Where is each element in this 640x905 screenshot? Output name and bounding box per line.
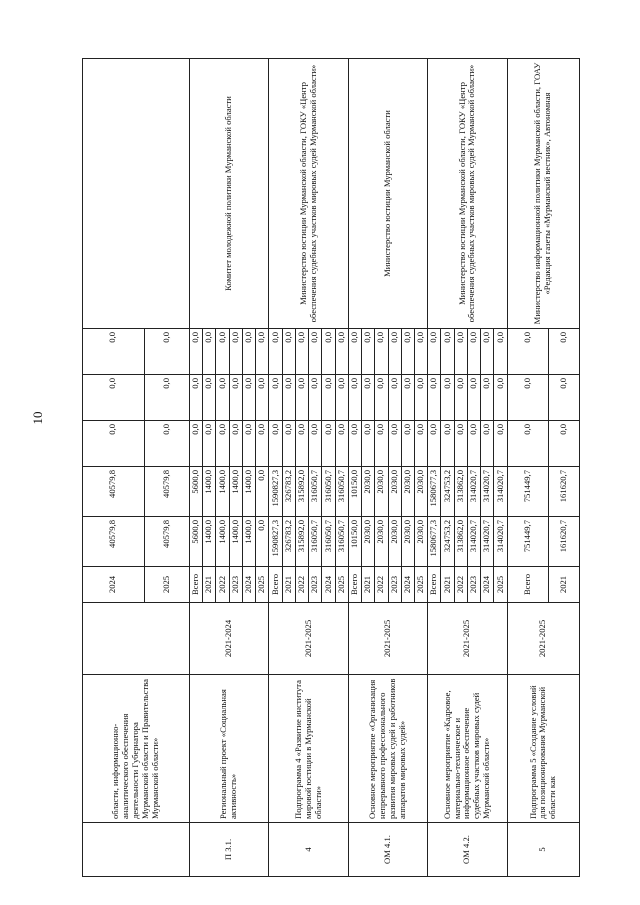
year-cell: 2024 xyxy=(83,567,145,603)
total-cell: 314020,7 xyxy=(481,517,494,567)
row-id-cell: ОМ 4.1. xyxy=(348,823,427,877)
federal-budget-cell: 0,0 xyxy=(388,421,401,467)
year-cell: 2021 xyxy=(441,567,454,603)
year-cell: 2022 xyxy=(216,567,229,603)
year-cell: Всего xyxy=(190,567,203,603)
local-budget-cell: 0,0 xyxy=(428,375,441,421)
total-cell: 2030,0 xyxy=(375,517,388,567)
total-cell: 2030,0 xyxy=(388,517,401,567)
year-cell: 2021 xyxy=(548,567,579,603)
regional-budget-cell: 316050,7 xyxy=(335,467,348,517)
total-cell: 326783,2 xyxy=(282,517,295,567)
regional-budget-cell: 313862,0 xyxy=(454,467,467,517)
other-sources-cell: 0,0 xyxy=(454,329,467,375)
regional-budget-cell: 751449,7 xyxy=(507,467,548,517)
local-budget-cell: 0,0 xyxy=(216,375,229,421)
total-cell: 316050,7 xyxy=(335,517,348,567)
year-cell: 2022 xyxy=(375,567,388,603)
other-sources-cell: 0,0 xyxy=(494,329,507,375)
year-cell: 2023 xyxy=(229,567,242,603)
row-id-cell xyxy=(83,823,190,877)
regional-budget-cell: 161620,7 xyxy=(548,467,579,517)
executor-cell: Министерство юстиции Мурманской области, ГОКУ «Центр обеспечения судебных участков мировых судей Мурманской области» xyxy=(428,59,507,329)
other-sources-cell: 0,0 xyxy=(242,329,255,375)
local-budget-cell: 0,0 xyxy=(348,375,361,421)
total-cell: 1400,0 xyxy=(229,517,242,567)
year-cell: 2021 xyxy=(362,567,375,603)
year-cell: 2022 xyxy=(454,567,467,603)
year-cell: Всего xyxy=(507,567,548,603)
other-sources-cell: 0,0 xyxy=(388,329,401,375)
year-cell: 2023 xyxy=(388,567,401,603)
executor-cell xyxy=(83,59,190,329)
regional-budget-cell: 316050,7 xyxy=(322,467,335,517)
federal-budget-cell: 0,0 xyxy=(548,421,579,467)
federal-budget-cell: 0,0 xyxy=(282,421,295,467)
total-cell: 2030,0 xyxy=(401,517,414,567)
regional-budget-cell: 324753,2 xyxy=(441,467,454,517)
other-sources-cell: 0,0 xyxy=(362,329,375,375)
other-sources-cell: 0,0 xyxy=(414,329,427,375)
regional-budget-cell: 314020,7 xyxy=(481,467,494,517)
regional-budget-cell: 326783,2 xyxy=(282,467,295,517)
regional-budget-cell: 316050,7 xyxy=(309,467,322,517)
local-budget-cell: 0,0 xyxy=(269,375,282,421)
federal-budget-cell: 0,0 xyxy=(229,421,242,467)
year-cell: 2024 xyxy=(481,567,494,603)
row-period-cell: 2021-2025 xyxy=(348,603,427,675)
local-budget-cell: 0,0 xyxy=(203,375,216,421)
table-body xyxy=(83,59,580,877)
local-budget-cell: 0,0 xyxy=(362,375,375,421)
local-budget-cell: 0,0 xyxy=(388,375,401,421)
table-row xyxy=(83,59,145,877)
row-period-cell xyxy=(83,603,190,675)
federal-budget-cell: 0,0 xyxy=(441,421,454,467)
regional-budget-cell: 40579,8 xyxy=(83,467,145,517)
total-cell: 1400,0 xyxy=(203,517,216,567)
other-sources-cell: 0,0 xyxy=(375,329,388,375)
row-id-cell: 4 xyxy=(269,823,348,877)
regional-budget-cell: 315892,0 xyxy=(295,467,308,517)
federal-budget-cell: 0,0 xyxy=(467,421,480,467)
total-cell: 5600,0 xyxy=(190,517,203,567)
other-sources-cell: 0,0 xyxy=(269,329,282,375)
executor-cell: Министерство юстиции Мурманской области xyxy=(348,59,427,329)
regional-budget-cell: 1590827,3 xyxy=(269,467,282,517)
regional-budget-cell: 0,0 xyxy=(256,467,269,517)
row-period-cell: 2021-2025 xyxy=(507,603,579,675)
total-cell: 2030,0 xyxy=(362,517,375,567)
regional-budget-cell: 314020,7 xyxy=(467,467,480,517)
executor-cell: Министерство информационной политики Мурманской области, ГОАУ «Редакция газеты «Мурманский вестник», Автономная xyxy=(507,59,579,329)
federal-budget-cell: 0,0 xyxy=(83,421,145,467)
local-budget-cell: 0,0 xyxy=(481,375,494,421)
federal-budget-cell: 0,0 xyxy=(269,421,282,467)
local-budget-cell: 0,0 xyxy=(494,375,507,421)
row-name-cell: области, информационно-аналитического обеспечения деятельности Губернатора Мурманской области и Правительства Мурманской области» xyxy=(83,675,190,823)
year-cell: 2021 xyxy=(282,567,295,603)
row-period-cell: 2021-2025 xyxy=(269,603,348,675)
other-sources-cell: 0,0 xyxy=(282,329,295,375)
row-name-cell: Региональный проект «Социальная активность» xyxy=(190,675,269,823)
regional-budget-cell: 2030,0 xyxy=(401,467,414,517)
federal-budget-cell: 0,0 xyxy=(256,421,269,467)
federal-budget-cell: 0,0 xyxy=(295,421,308,467)
regional-budget-cell: 314020,7 xyxy=(494,467,507,517)
total-cell: 40579,8 xyxy=(83,517,145,567)
total-cell: 324753,2 xyxy=(441,517,454,567)
federal-budget-cell: 0,0 xyxy=(322,421,335,467)
federal-budget-cell: 0,0 xyxy=(190,421,203,467)
regional-budget-cell: 1400,0 xyxy=(229,467,242,517)
regional-budget-cell: 1400,0 xyxy=(216,467,229,517)
other-sources-cell: 0,0 xyxy=(348,329,361,375)
total-cell: 316050,7 xyxy=(322,517,335,567)
year-cell: 2024 xyxy=(322,567,335,603)
federal-budget-cell: 0,0 xyxy=(216,421,229,467)
total-cell: 313862,0 xyxy=(454,517,467,567)
federal-budget-cell: 0,0 xyxy=(362,421,375,467)
local-budget-cell: 0,0 xyxy=(335,375,348,421)
other-sources-cell: 0,0 xyxy=(295,329,308,375)
federal-budget-cell: 0,0 xyxy=(144,421,189,467)
total-cell: 161620,7 xyxy=(548,517,579,567)
local-budget-cell: 0,0 xyxy=(441,375,454,421)
local-budget-cell: 0,0 xyxy=(375,375,388,421)
row-name-cell: Подпрограмма 4 «Развитие института мировой юстиции в Мурманской области» xyxy=(269,675,348,823)
total-cell: 1580677,3 xyxy=(428,517,441,567)
row-name-cell: Подпрограмма 5 «Создание условий для позиционирования Мурманской области как xyxy=(507,675,579,823)
other-sources-cell: 0,0 xyxy=(401,329,414,375)
row-id-cell: ОМ 4.2. xyxy=(428,823,507,877)
local-budget-cell: 0,0 xyxy=(242,375,255,421)
regional-budget-cell: 40579,8 xyxy=(144,467,189,517)
local-budget-cell: 0,0 xyxy=(548,375,579,421)
year-cell: 2023 xyxy=(467,567,480,603)
regional-budget-cell: 2030,0 xyxy=(362,467,375,517)
row-id-cell: 5 xyxy=(507,823,579,877)
table-row xyxy=(507,59,548,877)
total-cell: 40579,8 xyxy=(144,517,189,567)
federal-budget-cell: 0,0 xyxy=(375,421,388,467)
other-sources-cell: 0,0 xyxy=(548,329,579,375)
regional-budget-cell: 1580677,3 xyxy=(428,467,441,517)
other-sources-cell: 0,0 xyxy=(216,329,229,375)
regional-budget-cell: 2030,0 xyxy=(388,467,401,517)
total-cell: 2030,0 xyxy=(414,517,427,567)
other-sources-cell: 0,0 xyxy=(322,329,335,375)
row-period-cell: 2021-2024 xyxy=(190,603,269,675)
year-cell: 2023 xyxy=(309,567,322,603)
table-row xyxy=(190,59,203,877)
other-sources-cell: 0,0 xyxy=(309,329,322,375)
other-sources-cell: 0,0 xyxy=(481,329,494,375)
other-sources-cell: 0,0 xyxy=(256,329,269,375)
other-sources-cell: 0,0 xyxy=(507,329,548,375)
year-cell: 2022 xyxy=(295,567,308,603)
regional-budget-cell: 2030,0 xyxy=(414,467,427,517)
regional-budget-cell: 10150,0 xyxy=(348,467,361,517)
total-cell: 1590827,3 xyxy=(269,517,282,567)
total-cell: 751449,7 xyxy=(507,517,548,567)
year-cell: 2025 xyxy=(335,567,348,603)
federal-budget-cell: 0,0 xyxy=(481,421,494,467)
page-number: 10 xyxy=(30,411,45,425)
other-sources-cell: 0,0 xyxy=(144,329,189,375)
year-cell: Всего xyxy=(348,567,361,603)
other-sources-cell: 0,0 xyxy=(203,329,216,375)
total-cell: 1400,0 xyxy=(242,517,255,567)
total-cell: 314020,7 xyxy=(467,517,480,567)
other-sources-cell: 0,0 xyxy=(428,329,441,375)
federal-budget-cell: 0,0 xyxy=(335,421,348,467)
regional-budget-cell: 2030,0 xyxy=(375,467,388,517)
local-budget-cell: 0,0 xyxy=(282,375,295,421)
regional-budget-cell: 5600,0 xyxy=(190,467,203,517)
federal-budget-cell: 0,0 xyxy=(428,421,441,467)
row-period-cell: 2021-2025 xyxy=(428,603,507,675)
year-cell: 2025 xyxy=(256,567,269,603)
regional-budget-cell: 1400,0 xyxy=(203,467,216,517)
federal-budget-cell: 0,0 xyxy=(494,421,507,467)
local-budget-cell: 0,0 xyxy=(83,375,145,421)
regional-budget-cell: 1400,0 xyxy=(242,467,255,517)
total-cell: 1400,0 xyxy=(216,517,229,567)
year-cell: Всего xyxy=(428,567,441,603)
year-cell: 2024 xyxy=(242,567,255,603)
federal-budget-cell: 0,0 xyxy=(309,421,322,467)
total-cell: 316050,7 xyxy=(309,517,322,567)
total-cell: 315892,0 xyxy=(295,517,308,567)
local-budget-cell: 0,0 xyxy=(467,375,480,421)
federal-budget-cell: 0,0 xyxy=(454,421,467,467)
year-cell: 2024 xyxy=(401,567,414,603)
executor-cell: Министерство юстиции Мурманской области, ГОКУ «Центр обеспечения судебных участков мировых судей Мурманской области» xyxy=(269,59,348,329)
other-sources-cell: 0,0 xyxy=(441,329,454,375)
table-row xyxy=(348,59,361,877)
local-budget-cell: 0,0 xyxy=(414,375,427,421)
total-cell: 0,0 xyxy=(256,517,269,567)
other-sources-cell: 0,0 xyxy=(83,329,145,375)
total-cell: 10150,0 xyxy=(348,517,361,567)
local-budget-cell: 0,0 xyxy=(454,375,467,421)
year-cell: 2025 xyxy=(144,567,189,603)
executor-cell: Комитет молодежной политики Мурманской области xyxy=(190,59,269,329)
local-budget-cell: 0,0 xyxy=(507,375,548,421)
year-cell: 2025 xyxy=(414,567,427,603)
year-cell: 2021 xyxy=(203,567,216,603)
budget-table-rotated xyxy=(82,59,580,877)
local-budget-cell: 0,0 xyxy=(322,375,335,421)
other-sources-cell: 0,0 xyxy=(190,329,203,375)
total-cell: 314020,7 xyxy=(494,517,507,567)
table-row xyxy=(269,59,282,877)
local-budget-cell: 0,0 xyxy=(229,375,242,421)
federal-budget-cell: 0,0 xyxy=(507,421,548,467)
local-budget-cell: 0,0 xyxy=(256,375,269,421)
local-budget-cell: 0,0 xyxy=(144,375,189,421)
federal-budget-cell: 0,0 xyxy=(414,421,427,467)
local-budget-cell: 0,0 xyxy=(295,375,308,421)
year-cell: 2025 xyxy=(494,567,507,603)
federal-budget-cell: 0,0 xyxy=(242,421,255,467)
local-budget-cell: 0,0 xyxy=(190,375,203,421)
budget-table xyxy=(82,58,580,877)
row-name-cell: Основное мероприятие «Организация непрерывного профессионального развития мировых судей и работников аппаратов мировых судей» xyxy=(348,675,427,823)
federal-budget-cell: 0,0 xyxy=(401,421,414,467)
row-id-cell: П 3.1. xyxy=(190,823,269,877)
table-row xyxy=(428,59,441,877)
federal-budget-cell: 0,0 xyxy=(348,421,361,467)
other-sources-cell: 0,0 xyxy=(335,329,348,375)
other-sources-cell: 0,0 xyxy=(467,329,480,375)
row-name-cell: Основное мероприятие «Кадровое, материально-техническое и информационное обеспечение судебных участков мировых судей Мурманской области» xyxy=(428,675,507,823)
year-cell: Всего xyxy=(269,567,282,603)
federal-budget-cell: 0,0 xyxy=(203,421,216,467)
other-sources-cell: 0,0 xyxy=(229,329,242,375)
local-budget-cell: 0,0 xyxy=(309,375,322,421)
local-budget-cell: 0,0 xyxy=(401,375,414,421)
